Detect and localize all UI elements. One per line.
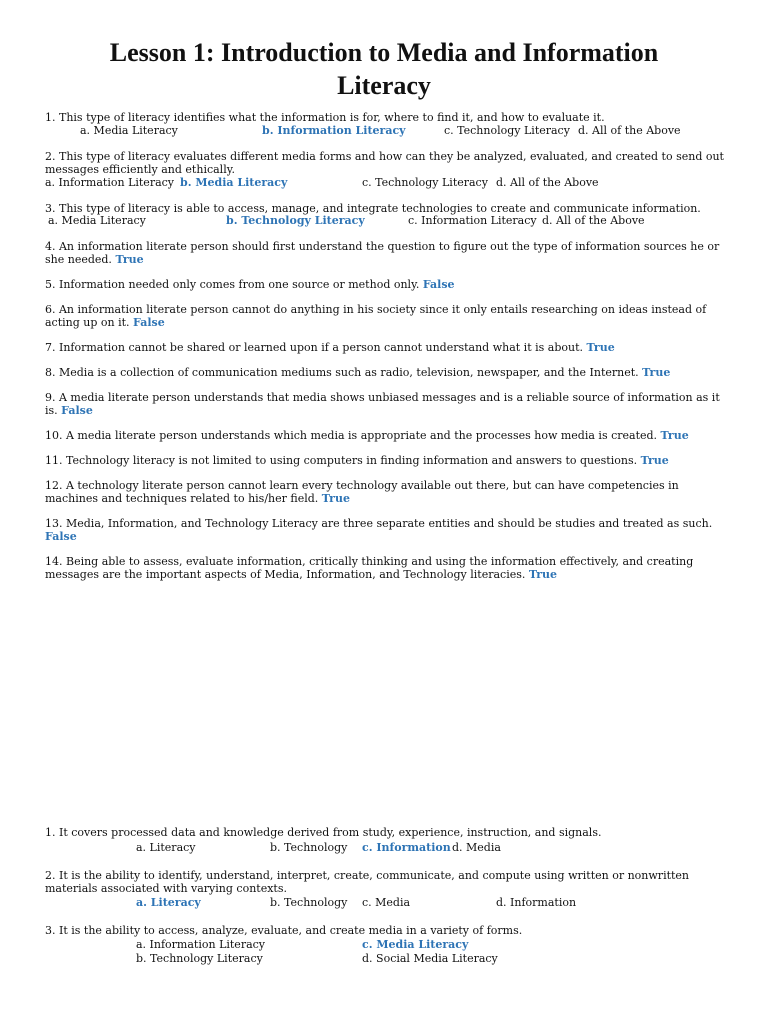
q3-option-d: d. All of the Above (542, 214, 645, 227)
p2q1-option-a: a. Literacy (136, 841, 196, 854)
tf-item: 14. Being able to assess, evaluate information, critically thinking and using the information effectively, and creating messages are the important aspects of Media, Information, and Technology literacies. True (45, 555, 694, 581)
q3-option-b-answer: b. Technology Literacy (226, 214, 365, 227)
tf-item: 5. Information needed only comes from one source or method only. False (45, 278, 455, 291)
title-line-2: Literacy (337, 71, 431, 100)
tf-answer: True (321, 492, 350, 505)
part2-question-2: 2. It is the ability to identify, understand, interpret, create, communicate, and compute using written or nonwritten materials associated with varying contexts. (45, 869, 690, 895)
tf-item: 8. Media is a collection of communication mediums such as radio, television, newspaper, and the Internet. True (45, 366, 671, 379)
p2q3-option-d: d. Social Media Literacy (362, 952, 498, 965)
q3-option-c: c. Information Literacy (408, 214, 537, 227)
p2q3-option-a: a. Information Literacy (136, 938, 266, 951)
q1-option-d: d. All of the Above (578, 124, 681, 137)
tf-item: 11. Technology literacy is not limited to using computers in finding information and answers to questions. True (45, 454, 669, 467)
tf-answer: True (642, 366, 671, 379)
tf-item: 6. An information literate person cannot do anything in his society since it only entails researching on ideas instead of acting up on it. False (45, 303, 707, 329)
tf-item: 12. A technology literate person cannot learn every technology available out there, but can have competencies in machines and techniques related to his/her field. True (45, 479, 679, 505)
q1-option-a: a. Media Literacy (80, 124, 178, 137)
question-1: 1. This type of literacy identifies what the information is for, where to find it, and how to evaluate it. (45, 111, 605, 124)
tf-answer: False (133, 316, 165, 329)
p2q1-option-d: d. Media (452, 841, 501, 854)
q1-option-b-answer: b. Information Literacy (262, 124, 406, 137)
p2q3-option-b: b. Technology Literacy (136, 952, 263, 965)
question-2: 2. This type of literacy evaluates different media forms and how can they be analyzed, evaluated, and created to send out messages efficiently and ethically. (45, 150, 724, 176)
p2q2-option-d: d. Information (496, 896, 577, 909)
q2-option-c: c. Technology Literacy (362, 176, 488, 189)
tf-answer: True (528, 568, 558, 581)
q2-option-d: d. All of the Above (496, 176, 599, 189)
tf-item: 4. An information literate person should first understand the question to figure out the type of information sources he or she needed. True (45, 240, 720, 266)
p2q1-option-c-answer: c. Information (362, 841, 451, 854)
tf-answer: True (586, 341, 615, 354)
part2-question-1: 1. It covers processed data and knowledge derived from study, experience, instruction, and signals. (45, 826, 602, 839)
question-3: 3. This type of literacy is able to access, manage, and integrate technologies to create and communicate information. (45, 202, 701, 215)
tf-item: 7. Information cannot be shared or learned upon if a person cannot understand what it is about. True (45, 341, 615, 354)
tf-item: 13. Media, Information, and Technology Literacy are three separate entities and should be studies and treated as such. False (45, 517, 713, 543)
p2q2-option-c: c. Media (362, 896, 411, 909)
tf-answer: False (422, 278, 455, 291)
tf-answer: True (115, 253, 144, 266)
title-line-1: Lesson 1: Introduction to Media and Information (109, 38, 659, 67)
q2-option-a: a. Information Literacy (45, 176, 175, 189)
q3-option-a: a. Media Literacy (48, 214, 146, 227)
p2q3-option-c-answer: c. Media Literacy (362, 938, 469, 951)
tf-answer: True (660, 429, 689, 442)
p2q2-option-a-answer: a. Literacy (136, 896, 201, 909)
p2q1-option-b: b. Technology (270, 841, 348, 854)
part2-question-3: 3. It is the ability to access, analyze, evaluate, and create media in a variety of forms. (45, 924, 523, 937)
tf-answer: False (61, 404, 93, 417)
tf-item: 10. A media literate person understands which media is appropriate and the processes how media is created. True (45, 429, 689, 442)
tf-item: 9. A media literate person understands that media shows unbiased messages and is a reliable source of information as it is. False (45, 391, 720, 417)
q1-option-c: c. Technology Literacy (444, 124, 570, 137)
tf-answer: True (640, 454, 669, 467)
p2q2-option-b: b. Technology (270, 896, 348, 909)
page-title (0, 36, 768, 102)
tf-answer: False (45, 530, 77, 543)
q2-option-b-answer: b. Media Literacy (180, 176, 288, 189)
